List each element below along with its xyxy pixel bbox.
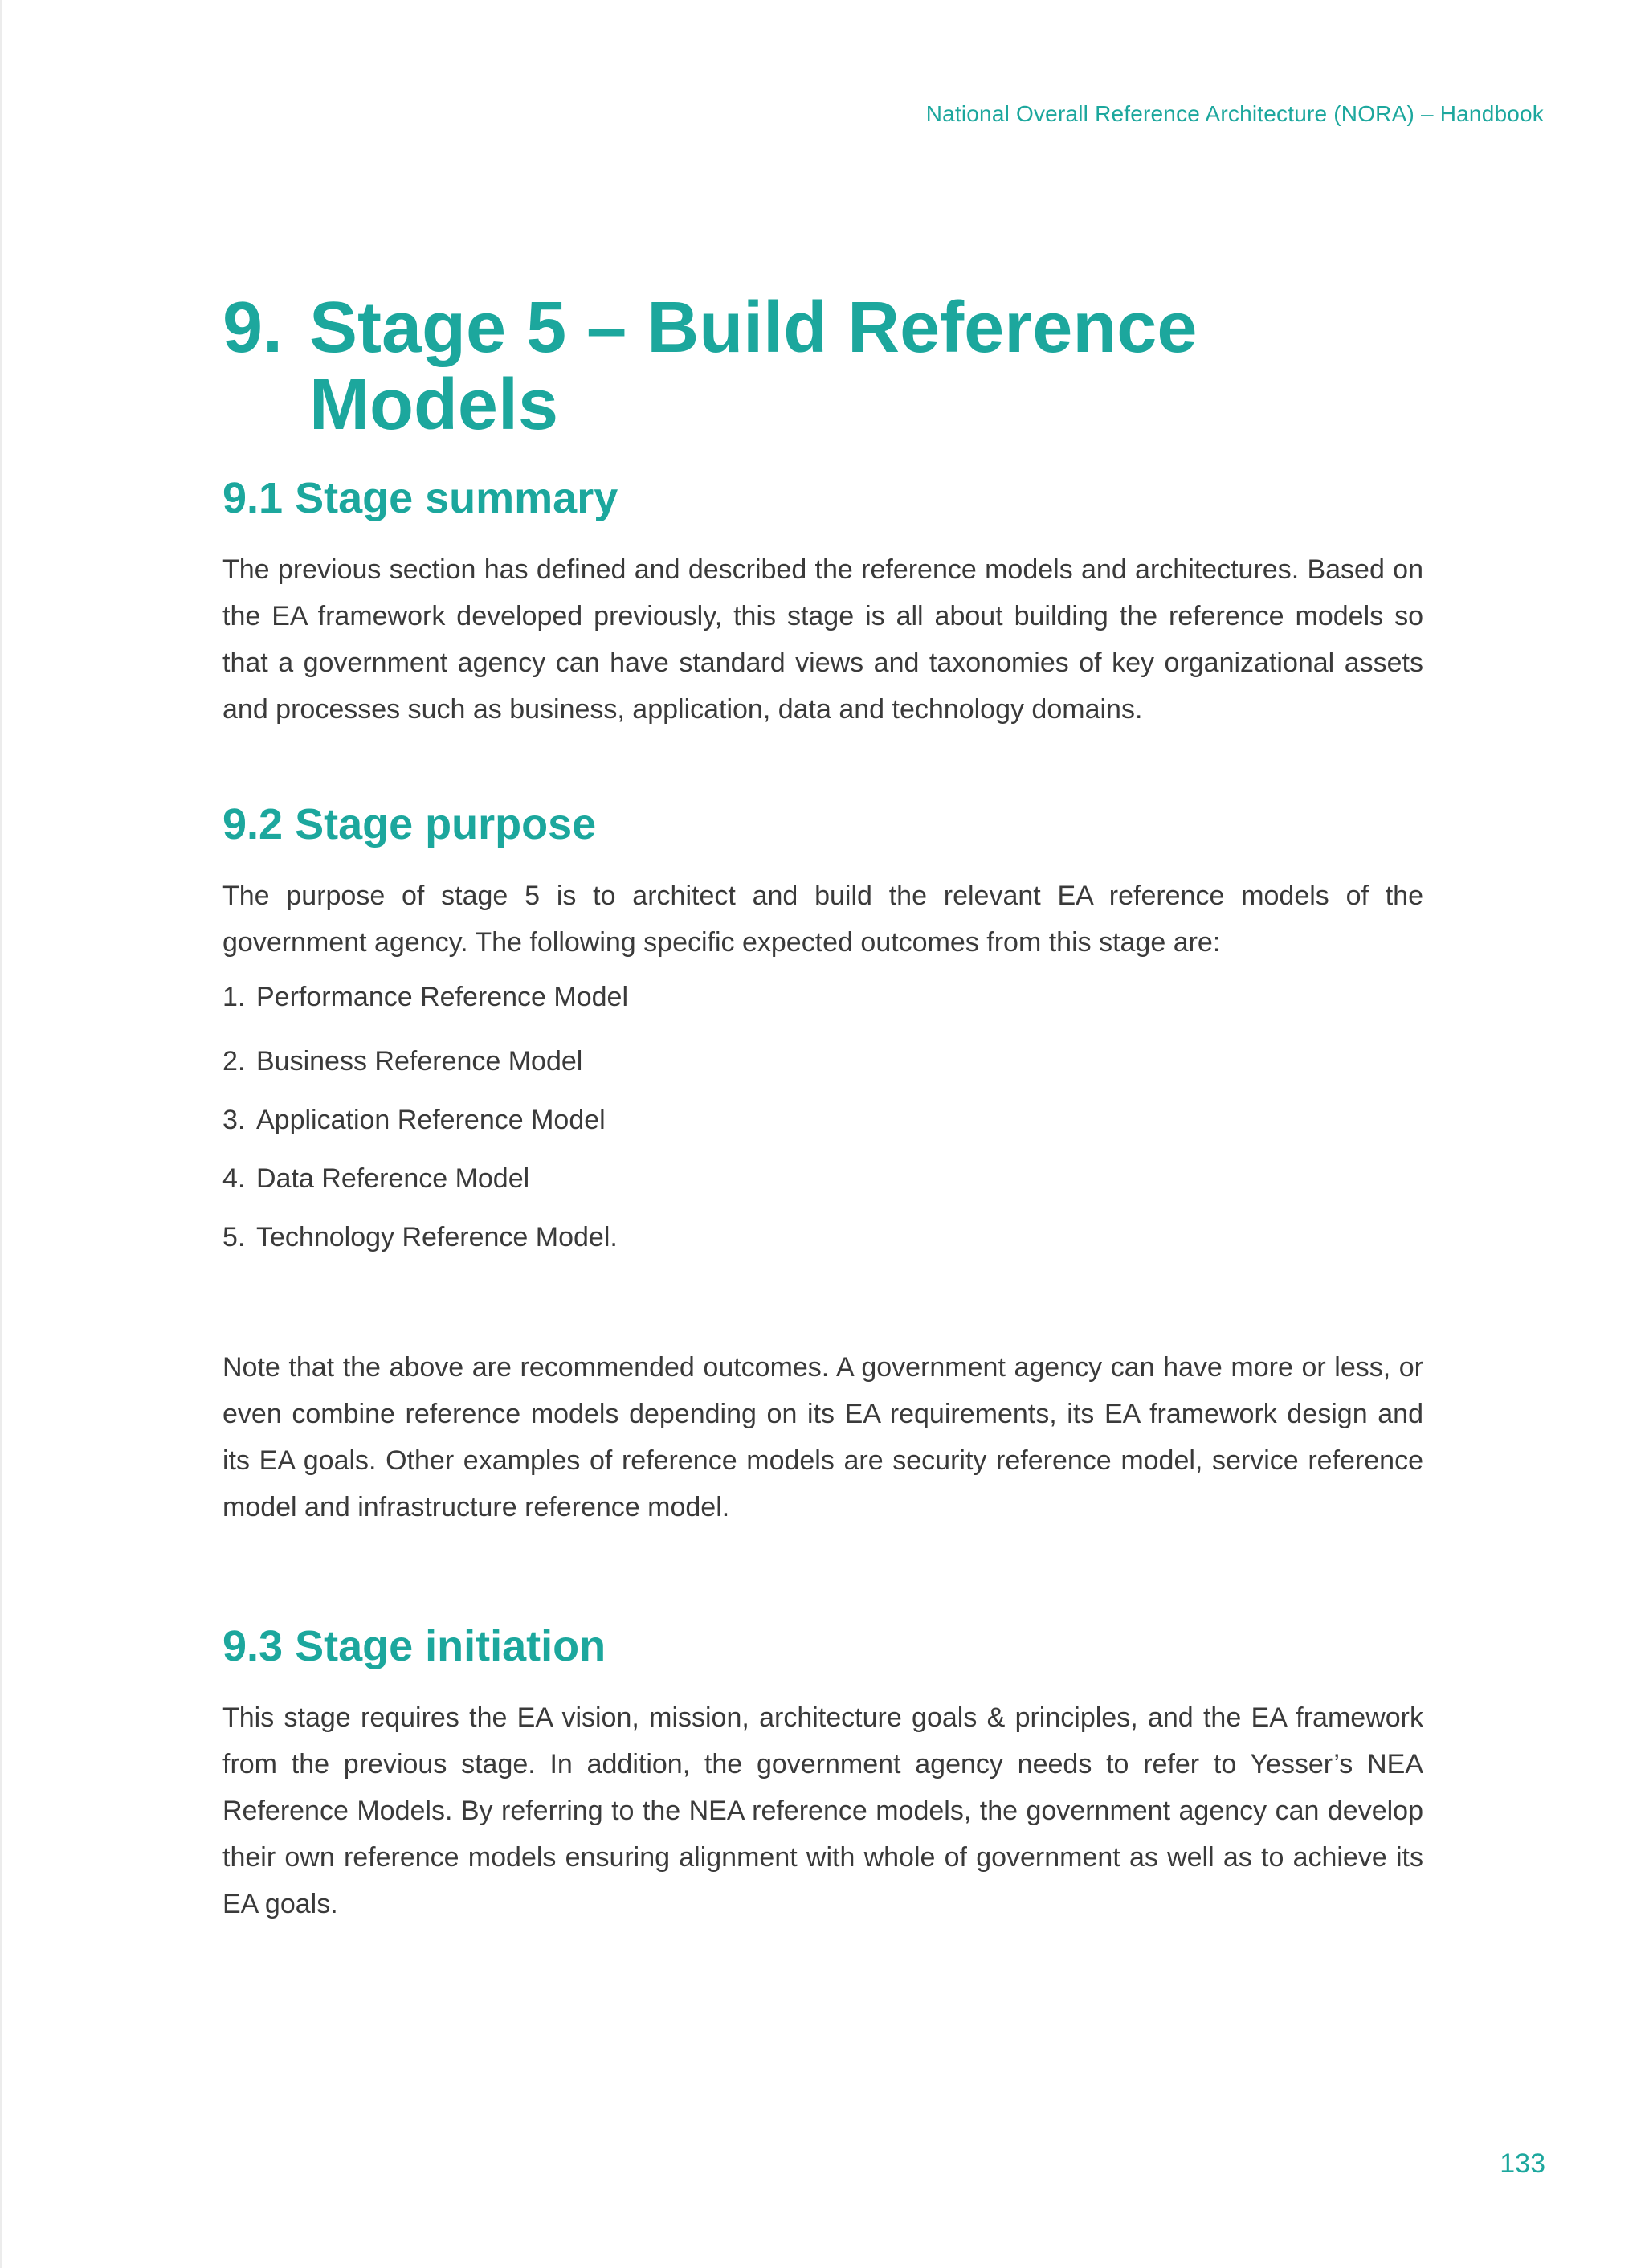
list-item-number: 4.: [222, 1163, 246, 1194]
chapter-title: [222, 289, 1423, 443]
note-paragraph: Note that the above are recommended outcomes. A government agency can have more or less, or even combine reference models depending on its EA requirements, its EA framework design and its EA goals. Other examples of reference models are security reference model, service reference model and infrastructure reference model.: [222, 1352, 1423, 1522]
chapter-number: 9.: [222, 288, 284, 368]
list-item: [222, 1217, 1423, 1257]
list-item-text: Business Reference Model: [256, 1046, 583, 1077]
summary-paragraph: The previous section has defined and described the reference models and architectures. Based on the EA framework developed previously, this stage is all about building the reference models so that a government agency can have standard views and taxonomies of key organizational assets and processes such as business, application, data and technology domains.: [222, 554, 1423, 725]
list-item-number: 3.: [222, 1105, 246, 1135]
list-item-text: Application Reference Model: [256, 1105, 606, 1135]
section-heading-purpose: 9.2 Stage purpose: [222, 800, 597, 848]
running-header: National Overall Reference Architecture (NORA) – Handbook: [925, 101, 1544, 126]
list-item-text: Data Reference Model: [256, 1163, 530, 1194]
page-number: 133: [1500, 2148, 1545, 2179]
chapter-title-text: Stage 5 – Build Reference Models: [309, 288, 1198, 445]
list-item-number: 5.: [222, 1222, 246, 1253]
list-item-text: Performance Reference Model: [256, 982, 629, 1012]
list-item: [222, 1100, 1423, 1140]
section-heading-initiation: 9.3 Stage initiation: [222, 1622, 606, 1670]
page-edge: [0, 0, 2, 2268]
outcomes-list: [222, 977, 1423, 1257]
list-item-number: 2.: [222, 1046, 246, 1077]
list-item-text: Technology Reference Model.: [256, 1222, 618, 1253]
page-content: [222, 289, 1423, 1927]
initiation-paragraph: This stage requires the EA vision, mission, architecture goals & principles, and the EA framework from the previous stage. In addition, the government agency needs to refer to Yesser’s NEA Reference Models. By referring to the NEA reference models, the government agency can develop their own reference models ensuring alignment with whole of government as well as to achieve its EA goals.: [222, 1702, 1423, 1919]
purpose-paragraph: The purpose of stage 5 is to architect and build the relevant EA reference models of the government agency. The following specific expected outcomes from this stage are:: [222, 881, 1423, 958]
list-item-number: 1.: [222, 982, 246, 1012]
list-item: [222, 1041, 1423, 1081]
list-item: [222, 1159, 1423, 1199]
list-item: [222, 977, 1423, 1017]
section-heading-summary: 9.1 Stage summary: [222, 474, 618, 522]
